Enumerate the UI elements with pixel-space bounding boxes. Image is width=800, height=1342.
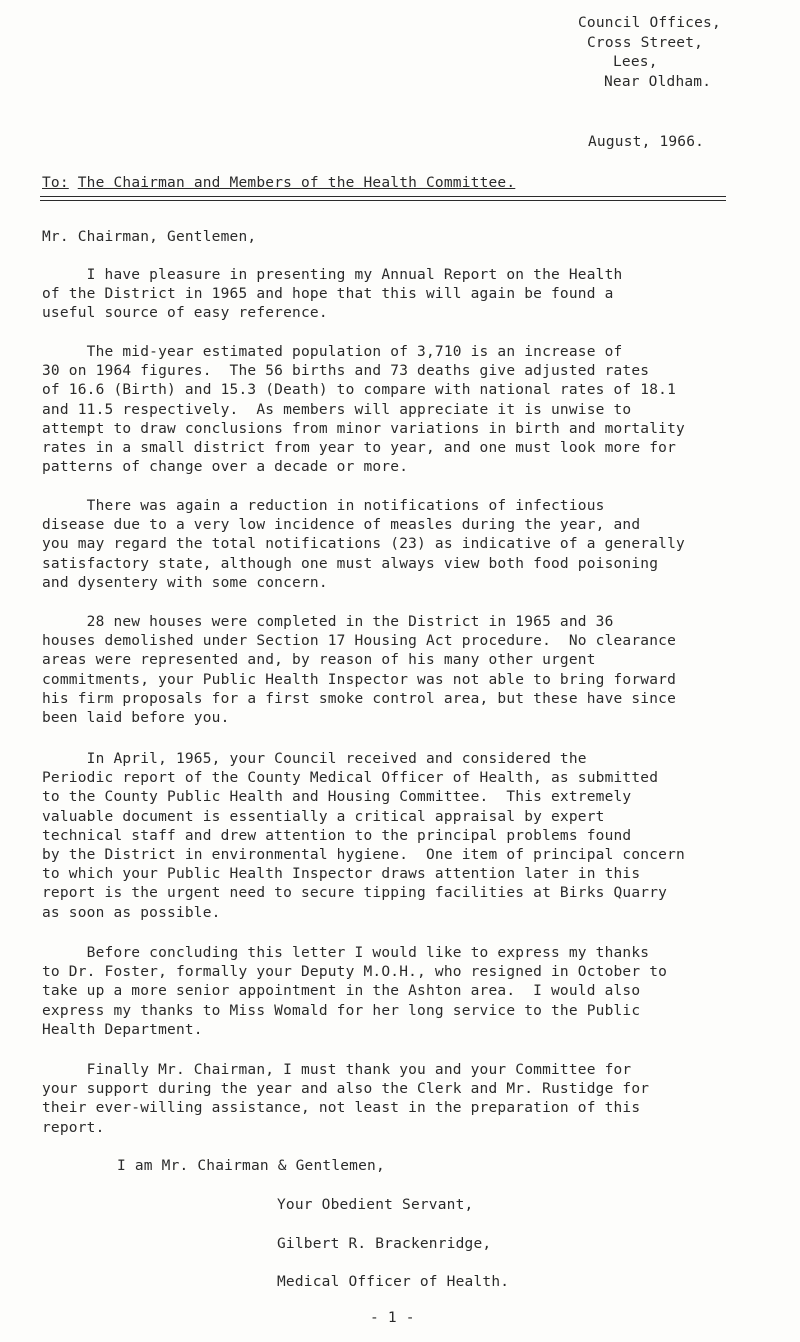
paragraph-line: report. — [42, 1119, 105, 1136]
address-line-1: Council Offices, — [578, 15, 721, 31]
paragraph-line: express my thanks to Miss Womald for her long service to the Public — [42, 1002, 641, 1019]
paragraph-line: take up a more senior appointment in the Ashton area. I would also — [42, 983, 641, 1000]
paragraph-line: their ever-willing assistance, not least in the preparation of this — [42, 1100, 641, 1117]
paragraph-periodic-report — [42, 750, 762, 923]
paragraph-line: of the District in 1965 and hope that this will again be found a — [42, 286, 614, 303]
sender-address — [578, 14, 721, 92]
paragraph-thanks-staff — [42, 944, 762, 1040]
page-number: - 1 - — [370, 1310, 415, 1326]
paragraph-line: Periodic report of the County Medical Officer of Health, as submitted — [42, 770, 659, 787]
address-line-2: Cross Street, — [587, 34, 704, 51]
paragraph-line: Health Department. — [42, 1021, 203, 1038]
paragraph-line: his firm proposals for a first smoke control area, but these have since — [42, 690, 677, 707]
paragraph-line: valuable document is essentially a critical appraisal by expert — [42, 808, 605, 825]
paragraph-line: to which your Public Health Inspector draws attention later in this — [42, 866, 641, 883]
paragraph-line: useful source of easy reference. — [42, 305, 328, 322]
paragraph-line: areas were represented and, by reason of his many other urgent — [42, 652, 596, 669]
paragraph-line: commitments, your Public Health Inspector was not able to bring forward — [42, 671, 677, 688]
paragraph-line: attempt to draw conclusions from minor variations in birth and mortality — [42, 420, 685, 437]
paragraph-line: technical staff and drew attention to the principal problems found — [42, 827, 632, 844]
closing-address: I am Mr. Chairman & Gentlemen, — [117, 1158, 385, 1174]
paragraph-line: as soon as possible. — [42, 904, 221, 921]
paragraph-line: been laid before you. — [42, 710, 230, 727]
paragraph-line: The mid-year estimated population of 3,710 is an increase of — [42, 344, 623, 360]
recipient-line — [42, 175, 515, 191]
paragraph-line: rates in a small district from year to year, and one must look more for — [42, 440, 677, 457]
paragraph-line: to Dr. Foster, formally your Deputy M.O.H., who resigned in October to — [42, 964, 668, 981]
paragraph-line: Before concluding this letter I would like to express my thanks — [42, 945, 650, 961]
paragraph-line: to the County Public Health and Housing Committee. This extremely — [42, 789, 632, 806]
paragraph-line: Finally Mr. Chairman, I must thank you and your Committee for — [42, 1062, 632, 1078]
paragraph-thanks-committee — [42, 1061, 762, 1138]
paragraph-line: patterns of change over a decade or more. — [42, 459, 409, 476]
to-label: To: — [42, 175, 69, 191]
paragraph-housing — [42, 613, 762, 728]
paragraph-line: and 11.5 respectively. As members will appreciate it is unwise to — [42, 401, 632, 418]
paragraph-line: satisfactory state, although one must always view both food poisoning — [42, 555, 659, 572]
salutation: Mr. Chairman, Gentlemen, — [42, 229, 257, 245]
paragraph-line: and dysentery with some concern. — [42, 574, 328, 591]
paragraph-line: There was again a reduction in notifications of infectious — [42, 498, 605, 514]
paragraph-line: 28 new houses were completed in the District in 1965 and 36 — [42, 614, 614, 630]
recipient-name: The Chairman and Members of the Health Committee. — [77, 175, 516, 191]
double-rule-top — [40, 196, 726, 197]
address-line-4: Near Oldham. — [604, 73, 712, 90]
paragraph-infectious-disease — [42, 497, 762, 593]
paragraph-population — [42, 343, 762, 477]
signatory-title: Medical Officer of Health. — [277, 1274, 510, 1290]
paragraph-line: your support during the year and also the Clerk and Mr. Rustidge for — [42, 1081, 650, 1098]
paragraph-line: 30 on 1964 figures. The 56 births and 73 deaths give adjusted rates — [42, 363, 650, 380]
paragraph-line: by the District in environmental hygiene. One item of principal concern — [42, 847, 685, 864]
address-line-3: Lees, — [613, 54, 658, 70]
paragraph-line: disease due to a very low incidence of measles during the year, and — [42, 517, 641, 534]
letter-date: August, 1966. — [588, 134, 705, 150]
closing-servant: Your Obedient Servant, — [277, 1197, 474, 1213]
paragraph-line: In April, 1965, your Council received and considered the — [42, 751, 587, 767]
paragraph-line: I have pleasure in presenting my Annual Report on the Health — [42, 267, 623, 283]
signatory-name: Gilbert R. Brackenridge, — [277, 1236, 492, 1252]
double-rule-bottom — [40, 200, 726, 201]
paragraph-line: you may regard the total notifications (23) as indicative of a generally — [42, 536, 685, 553]
paragraph-line: houses demolished under Section 17 Housing Act procedure. No clearance — [42, 633, 677, 650]
paragraph-line: of 16.6 (Birth) and 15.3 (Death) to compare with national rates of 18.1 — [42, 382, 677, 399]
paragraph-line: report is the urgent need to secure tipping facilities at Birks Quarry — [42, 885, 668, 902]
paragraph-intro — [42, 266, 762, 324]
